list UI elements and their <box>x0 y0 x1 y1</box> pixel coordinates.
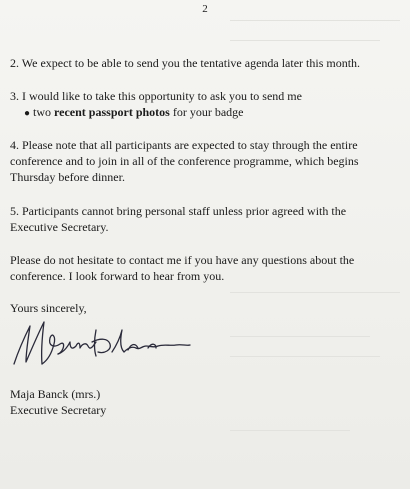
signer-title: Executive Secretary <box>10 403 107 417</box>
bleed-through-line <box>230 40 380 41</box>
item-5-line-2: Executive Secretary. <box>10 220 109 234</box>
page-number: 2 <box>202 3 208 15</box>
bleed-through-line <box>230 356 380 357</box>
item-4-line-3: Thursday before dinner. <box>10 170 125 184</box>
signature-text: MBanck Eklesson <box>103 371 118 373</box>
item-5-line-1: 5. Participants cannot bring personal staff unless prior agreed with the <box>10 204 347 218</box>
item-4-line-2: conference and to join in all of the conference programme, which begins <box>10 154 359 168</box>
item-3-bullet-pre: two <box>33 105 55 119</box>
closing-line-1: Please do not hesitate to contact me if you have any questions about the <box>10 253 355 267</box>
bleed-through-line <box>230 20 400 21</box>
bleed-through-line <box>230 336 370 337</box>
item-3-bullet <box>10 104 410 122</box>
bleed-through-line <box>230 430 350 431</box>
item-3: 3. I would like to take this opportunity to ask you to send me <box>10 89 302 103</box>
item-2: 2. We expect to be able to send you the tentative agenda later this month. <box>10 56 361 70</box>
signer-name: Maja Banck (mrs.) <box>10 387 101 401</box>
item-3-bullet-post: for your badge <box>169 105 244 119</box>
closing-line-2: conference. I look forward to hear from you. <box>10 269 225 283</box>
bleed-through-line <box>230 292 400 293</box>
item-4-line-1: 4. Please note that all participants are expected to stay through the entire <box>10 138 358 152</box>
handwritten-signature <box>8 312 198 374</box>
salutation: Yours sincerely, <box>10 301 87 315</box>
bullet-icon: ● <box>24 108 31 119</box>
item-3-bullet-bold: recent passport photos <box>54 105 170 119</box>
